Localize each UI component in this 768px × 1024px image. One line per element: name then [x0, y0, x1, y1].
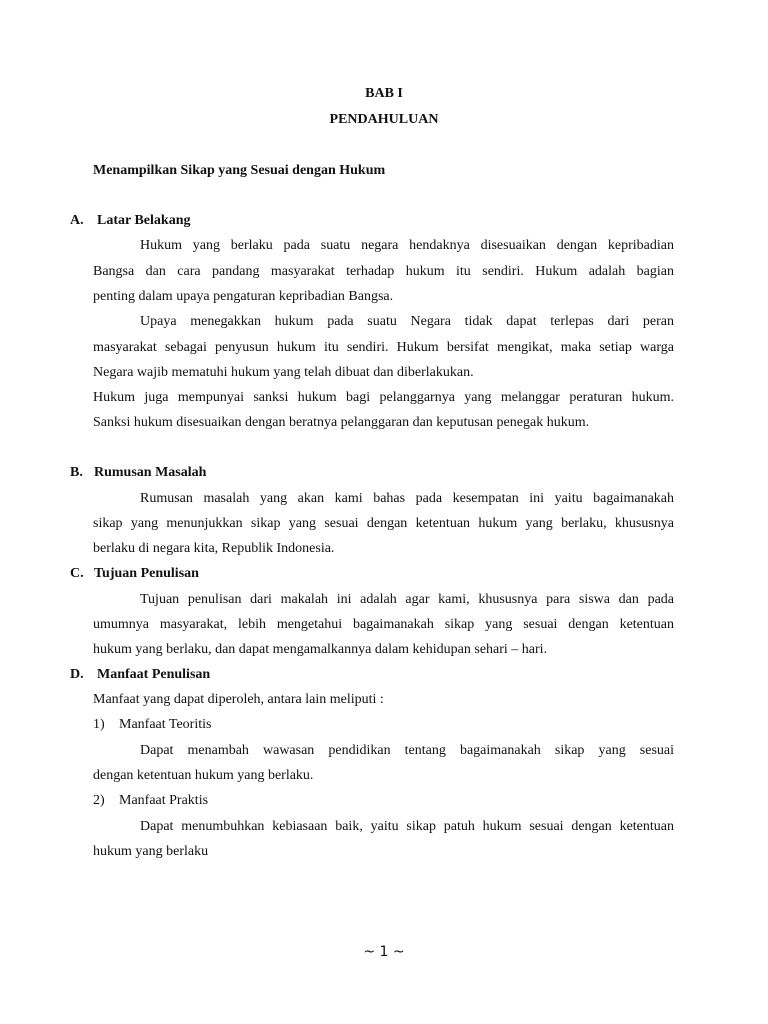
section-a-paragraph-2-line: Upaya menegakkan hukum pada suatu Negara tidak dapat terlepas dari peran: [140, 314, 674, 329]
section-b-paragraph-line: berlaku di negara kita, Republik Indonesia.: [93, 541, 335, 556]
section-a-marker: A.: [70, 213, 84, 228]
list-item-2-marker: 2): [93, 793, 105, 808]
list-item-2-text-line: Dapat menumbuhkan kebiasaan baik, yaitu sikap patuh hukum sesuai dengan ketentuan: [140, 819, 674, 834]
section-c-paragraph-line: hukum yang berlaku, dan dapat mengamalkannya dalam kehidupan sehari – hari.: [93, 642, 548, 657]
section-b-paragraph-line: sikap yang menunjukkan sikap yang sesuai dengan ketentuan hukum yang berlaku, khususnya: [93, 516, 674, 531]
section-b-paragraph-line: Rumusan masalah yang akan kami bahas pada kesempatan ini yaitu bagaimanakah: [140, 491, 674, 506]
section-d-marker: D.: [70, 667, 84, 682]
section-d-heading: Manfaat Penulisan: [97, 667, 211, 682]
section-c-marker: C.: [70, 566, 84, 581]
list-item-2-label: Manfaat Praktis: [119, 793, 209, 808]
document-title: Menampilkan Sikap yang Sesuai dengan Hukum: [93, 163, 386, 178]
section-a-paragraph-1-line: Hukum yang berlaku pada suatu negara hendaknya disesuaikan dengan kepribadian: [140, 238, 674, 253]
section-a-paragraph-3-line: Hukum juga mempunyai sanksi hukum bagi pelanggarnya yang melanggar peraturan hukum.: [93, 390, 674, 405]
section-a-heading: Latar Belakang: [97, 213, 191, 228]
section-b-heading: Rumusan Masalah: [94, 465, 207, 480]
section-d-intro: Manfaat yang dapat diperoleh, antara lain meliputi :: [93, 692, 384, 707]
section-a-paragraph-2-line: Negara wajib mematuhi hukum yang telah dibuat dan diberlakukan.: [93, 365, 474, 380]
list-item-1-label: Manfaat Teoritis: [119, 717, 212, 732]
section-a-paragraph-1-line: penting dalam upaya pengaturan kepribadian Bangsa.: [93, 289, 394, 304]
section-c-paragraph-line: Tujuan penulisan dari makalah ini adalah agar kami, khususnya para siswa dan pada: [140, 592, 674, 607]
page-number: ~ 1 ~: [363, 944, 405, 960]
list-item-1-text-line: Dapat menambah wawasan pendidikan tentang bagaimanakah sikap yang sesuai: [140, 743, 674, 758]
list-item-2-text-line: hukum yang berlaku: [93, 844, 209, 859]
section-c-heading: Tujuan Penulisan: [94, 566, 199, 581]
section-a-paragraph-2-line: masyarakat sebagai penyusun hukum itu sendiri. Hukum bersifat mengikat, maka setiap warga: [93, 340, 674, 355]
list-item-1-marker: 1): [93, 717, 105, 732]
chapter-number: BAB I: [365, 86, 403, 101]
section-a-paragraph-1-line: Bangsa dan cara pandang masyarakat terhadap hukum itu sendiri. Hukum adalah bagian: [93, 264, 674, 279]
section-a-paragraph-3-line: Sanksi hukum disesuaikan dengan beratnya pelanggaran dan keputusan penegak hukum.: [93, 415, 590, 430]
chapter-title: PENDAHULUAN: [329, 112, 439, 127]
section-c-paragraph-line: umumnya masyarakat, lebih mengetahui bagaimanakah sikap yang sesuai dengan ketentuan: [93, 617, 674, 632]
list-item-1-text-line: dengan ketentuan hukum yang berlaku.: [93, 768, 314, 783]
section-b-marker: B.: [70, 465, 83, 480]
